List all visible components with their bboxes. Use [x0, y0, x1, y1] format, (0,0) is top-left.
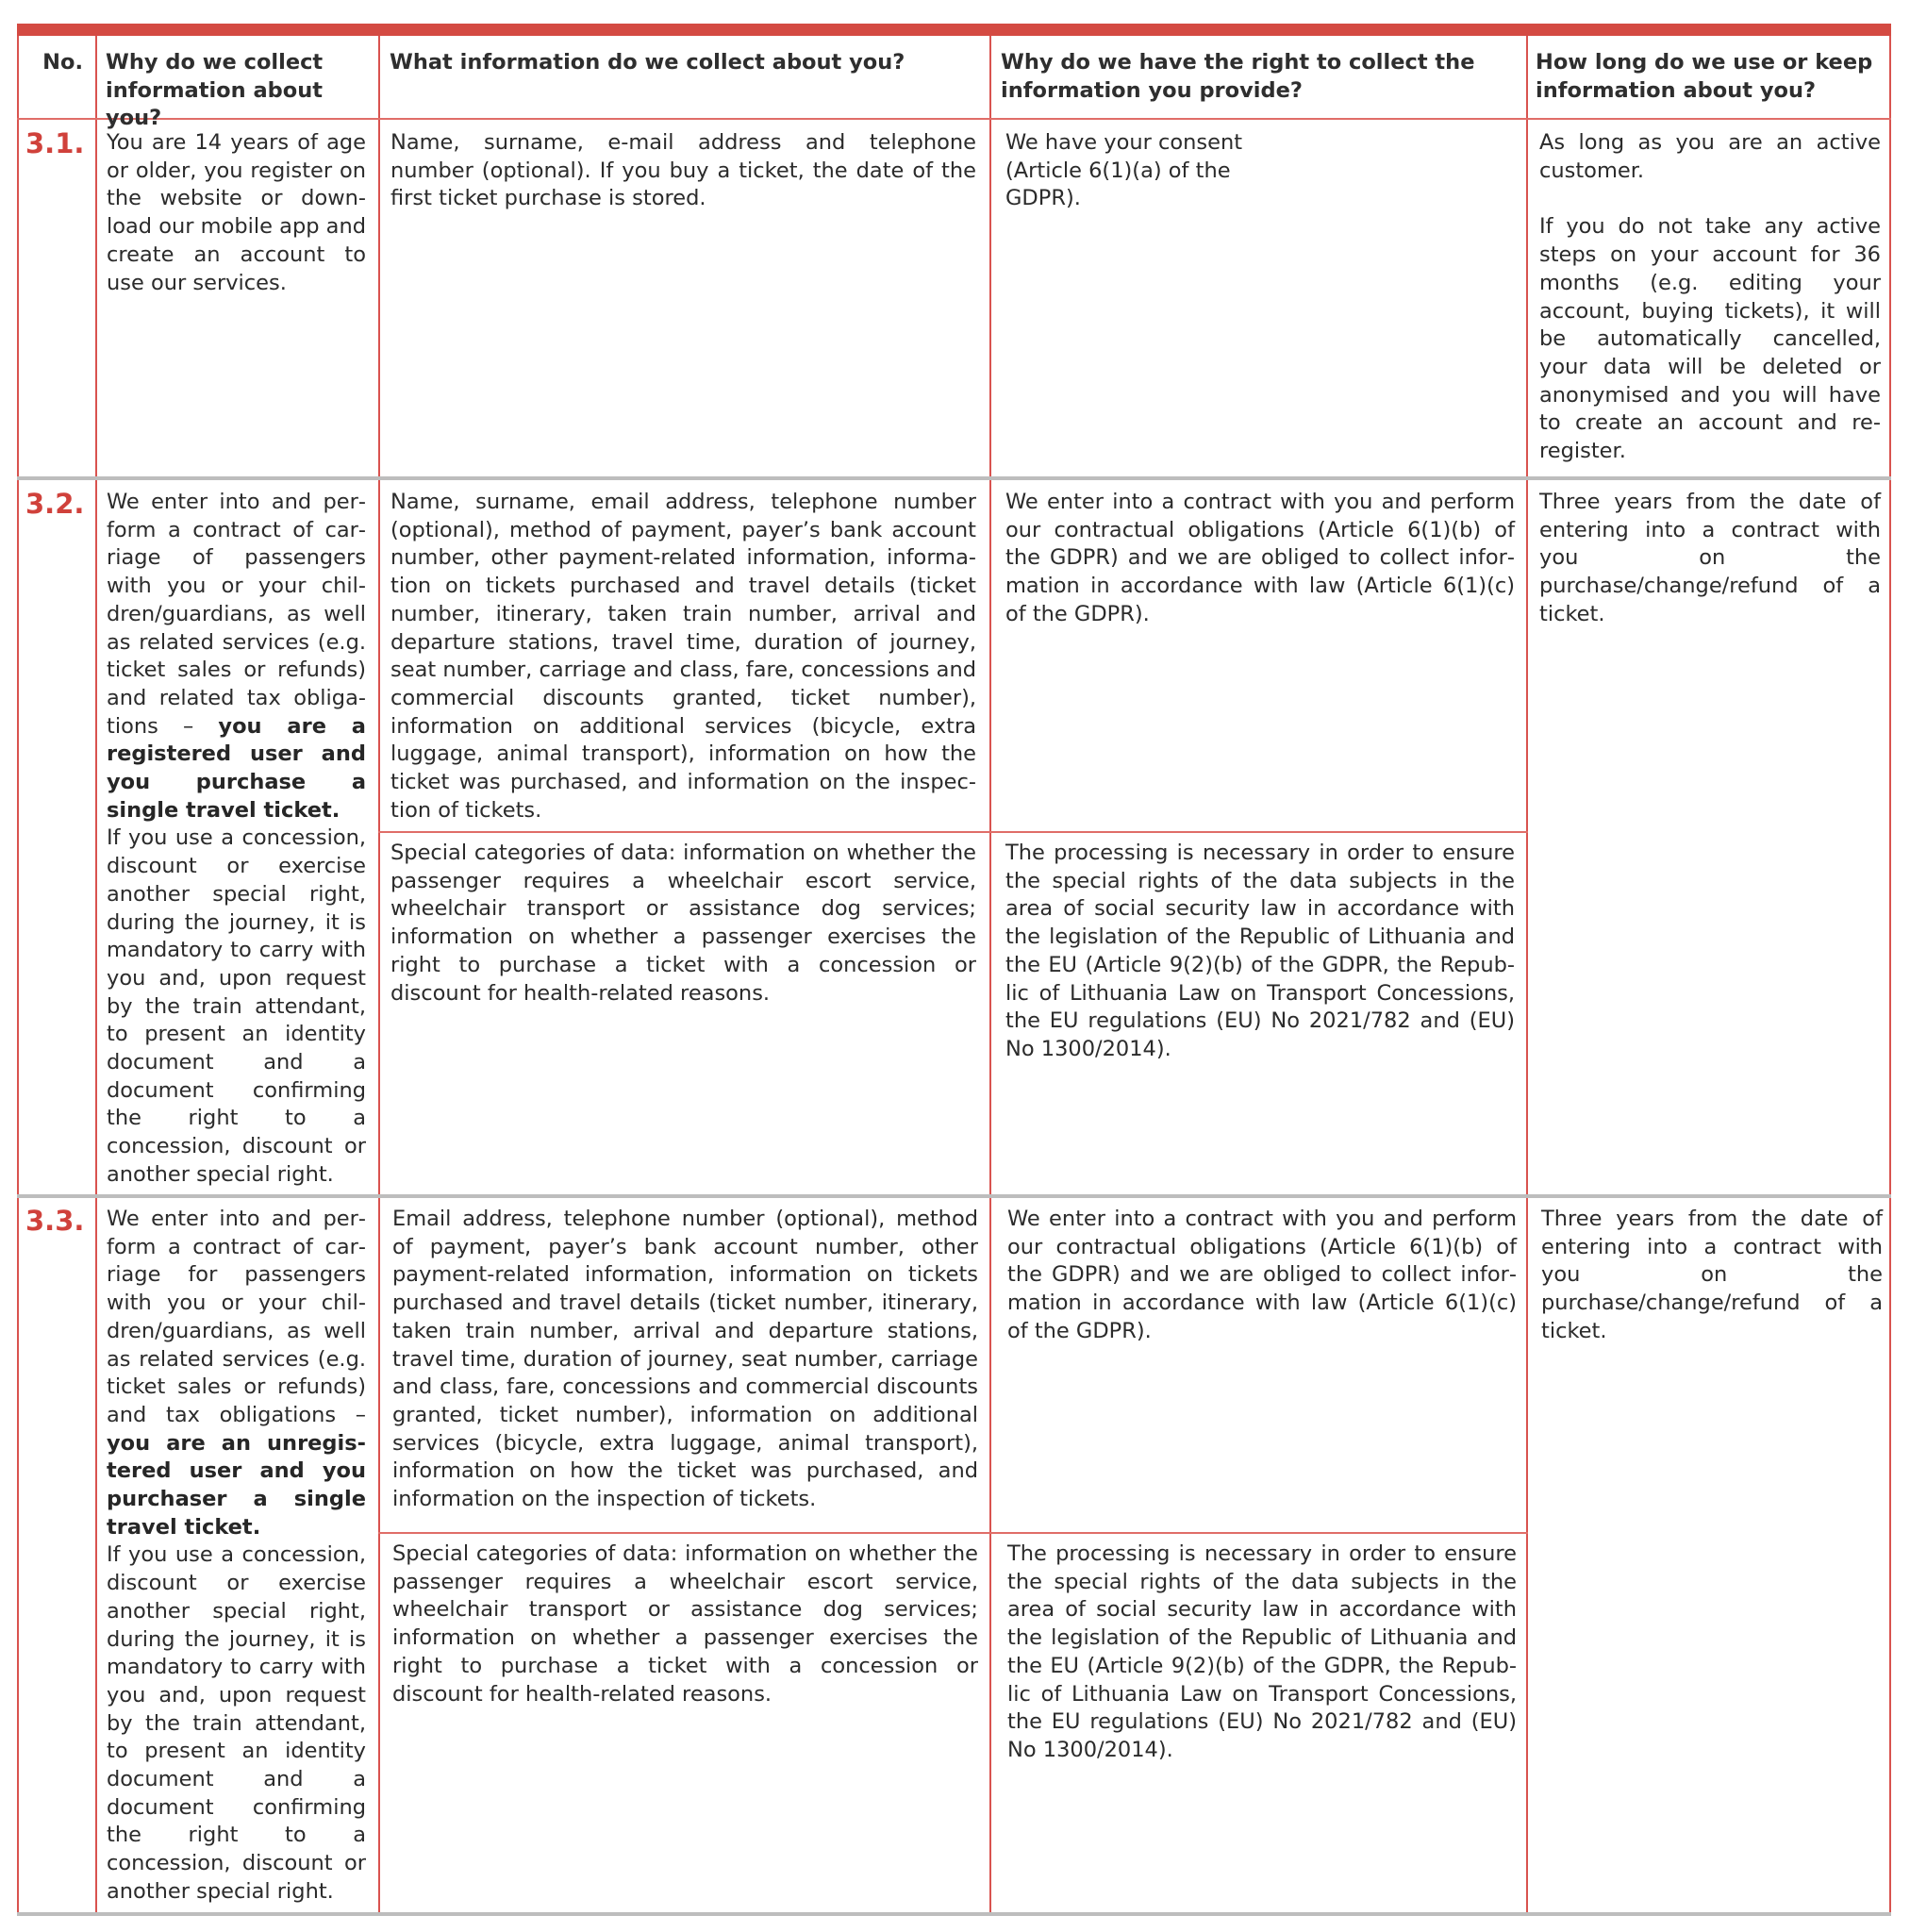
row-3-3-info-general: Email address, telephone number (optional), method of payment, payer’s bank account number, other payment-related information, information on tickets purchased and travel details (ticket number, itinerary, taken train number, arrival and departure stations, travel time, duration of journey, seat number, carriage and class, fare, concessions and commercial discounts granted, ticket number), information on additional services (bicycle, extra luggage, animal transport), information on how the ticket was purchased, and information on the inspection of tickets. — [392, 1207, 978, 1512]
row-3-3-purpose-text: We enter into and perform a contract of carriage for passengers with you or your children/guardians, as well as related services (e.g. ticket sales or refunds) and tax obligations – — [107, 1207, 366, 1427]
row-3-2-basis-general: We enter into a contract with you and perform our contractual obligations (Article 6(1)(b) of the GDPR) and we are obliged to collect information in accordance with law (Article 6(1)(c) of the GDPR). — [1005, 490, 1515, 626]
row-3-3-purpose — [107, 1206, 366, 1907]
table-bottom-border — [17, 1912, 1891, 1916]
row-3-2-retention: Three years from the date of entering into a contract with you on the purchase/change/refund of a ticket. — [1539, 490, 1881, 626]
row-3-1-retention — [1539, 129, 1881, 466]
table-border-left — [17, 36, 19, 1914]
row-3-2-basis-special: The processing is necessary in order to ensure the special rights of the data subjects in the area of social security law in accordance with the legislation of the Republic of Lithuania and the EU (Article 9(2)(b) of the GDPR, the Republic of Lithuania Law on Transport Concessions, the EU regulations (EU) No 2021/782 and (EU) No 1300/2014). — [1005, 841, 1515, 1061]
row-3-1-retention-p1: As long as you are an active customer. — [1539, 130, 1881, 183]
row-3-3-info-special: Special categories of data: information on whether the passenger requires a wheelchair escort service, wheelchair transport or assistance dog services; information on whether a passenger exercises the right to purchase a ticket with a concession or discount for health-related reasons. — [392, 1541, 978, 1707]
row-3-2-info-general: Name, surname, email address, telephone number (optional), method of payment, payer’s bank account number, other payment-related information, information on tickets purchased and travel details (ticket number, itinerary, taken train number, arrival and departure stations, travel time, duration of journey, seat number, carriage and class, fare, concessions and commercial discounts granted, ticket number), information on additional services (bicycle, extra luggage, animal transport), information on how the ticket was purchased, and information on the inspection of tickets. — [390, 490, 976, 823]
table-top-accent-bar — [17, 24, 1891, 36]
row-divider-3-3 — [17, 1194, 1891, 1198]
row-3-3-basis-special: The processing is necessary in order to ensure the special rights of the data subjects in the area of social security law in accordance with the legislation of the Republic of Lithuania and the EU (Article 9(2)(b) of the GDPR, the Republic of Lithuania Law on Transport Concessions, the EU regulations (EU) No 2021/782 and (EU) No 1300/2014). — [1007, 1541, 1517, 1762]
row-3-1-retention-p2: If you do not take any active steps on your account for 36 months (e.g. editing your account, buying tickets), it will be automatically cancelled, your data will be deleted or anonymised and you will have to create an account and re-register. — [1539, 214, 1881, 464]
row-divider-3-2 — [17, 476, 1891, 480]
row-3-3-basis-general: We enter into a contract with you and perform our contractual obligations (Article 6(1)(b) of the GDPR) and we are obliged to collect information in accordance with law (Article 6(1)(c) of the GDPR). — [1007, 1207, 1517, 1343]
row-3-2-purpose-note: If you use a concession, discount or exercise another special right, during the journey, it is mandatory to carry with you and, upon request by the train attendant, to present an identity document and a document confirming the right to a concession, discount or another special right. — [107, 825, 366, 1187]
row-3-2-purpose-bold: you are a registered user and you purchase a single travel ticket. — [107, 713, 366, 823]
column-divider-4 — [1526, 36, 1528, 1914]
header-why-collect: Why do we collect information about you? — [106, 50, 324, 130]
header-what-info: What information do we collect about you? — [390, 50, 905, 75]
subrow-divider-3-3 — [378, 1532, 1528, 1534]
header-no: No. — [42, 50, 83, 75]
row-3-3-purpose-note: If you use a concession, discount or exercise another special right, during the journey, it is mandatory to carry with you and, upon request by the train attendant, to present an identity document and a document confirming the right to a concession, discount or another special right. — [107, 1542, 366, 1904]
header-retention: How long do we use or keep information about you? — [1536, 50, 1873, 103]
row-3-1-basis: We have your consent (Article 6(1)(a) of the GDPR). — [1005, 130, 1243, 211]
row-3-2-purpose-text: We enter into and perform a contract of carriage of passengers with you or your children/guardians, as well as related services (e.g. ticket sales or refunds) and related tax obligations – — [107, 490, 366, 739]
column-divider-3 — [989, 36, 991, 1914]
row-3-1-purpose: You are 14 years of age or older, you register on the website or download our mobile app and create an account to use our services. — [107, 130, 366, 295]
column-divider-1 — [95, 36, 97, 1914]
header-right-basis: Why do we have the right to collect the information you provide? — [1001, 50, 1475, 103]
row-3-2-purpose — [107, 489, 366, 1190]
subrow-divider-3-2 — [378, 831, 1528, 833]
row-number-3-1: 3.1. — [25, 127, 85, 159]
row-number-3-3: 3.3. — [25, 1205, 85, 1237]
row-3-3-retention: Three years from the date of entering into a contract with you on the purchase/change/refund of a ticket. — [1541, 1207, 1883, 1343]
row-3-3-purpose-bold: you are an unregistered user and you purchaser a single travel ticket. — [107, 1430, 366, 1540]
table-border-right — [1889, 36, 1891, 1914]
row-3-1-info: Name, surname, e-mail address and telephone number (optional). If you buy a ticket, the date of the first ticket purchase is stored. — [390, 130, 976, 211]
row-number-3-2: 3.2. — [25, 488, 85, 520]
column-divider-2 — [378, 36, 380, 1914]
row-3-2-info-special: Special categories of data: information on whether the passenger requires a wheelchair escort service, wheelchair transport or assistance dog services; information on whether a passenger exercises the right to purchase a ticket with a concession or discount for health-related reasons. — [390, 841, 976, 1006]
